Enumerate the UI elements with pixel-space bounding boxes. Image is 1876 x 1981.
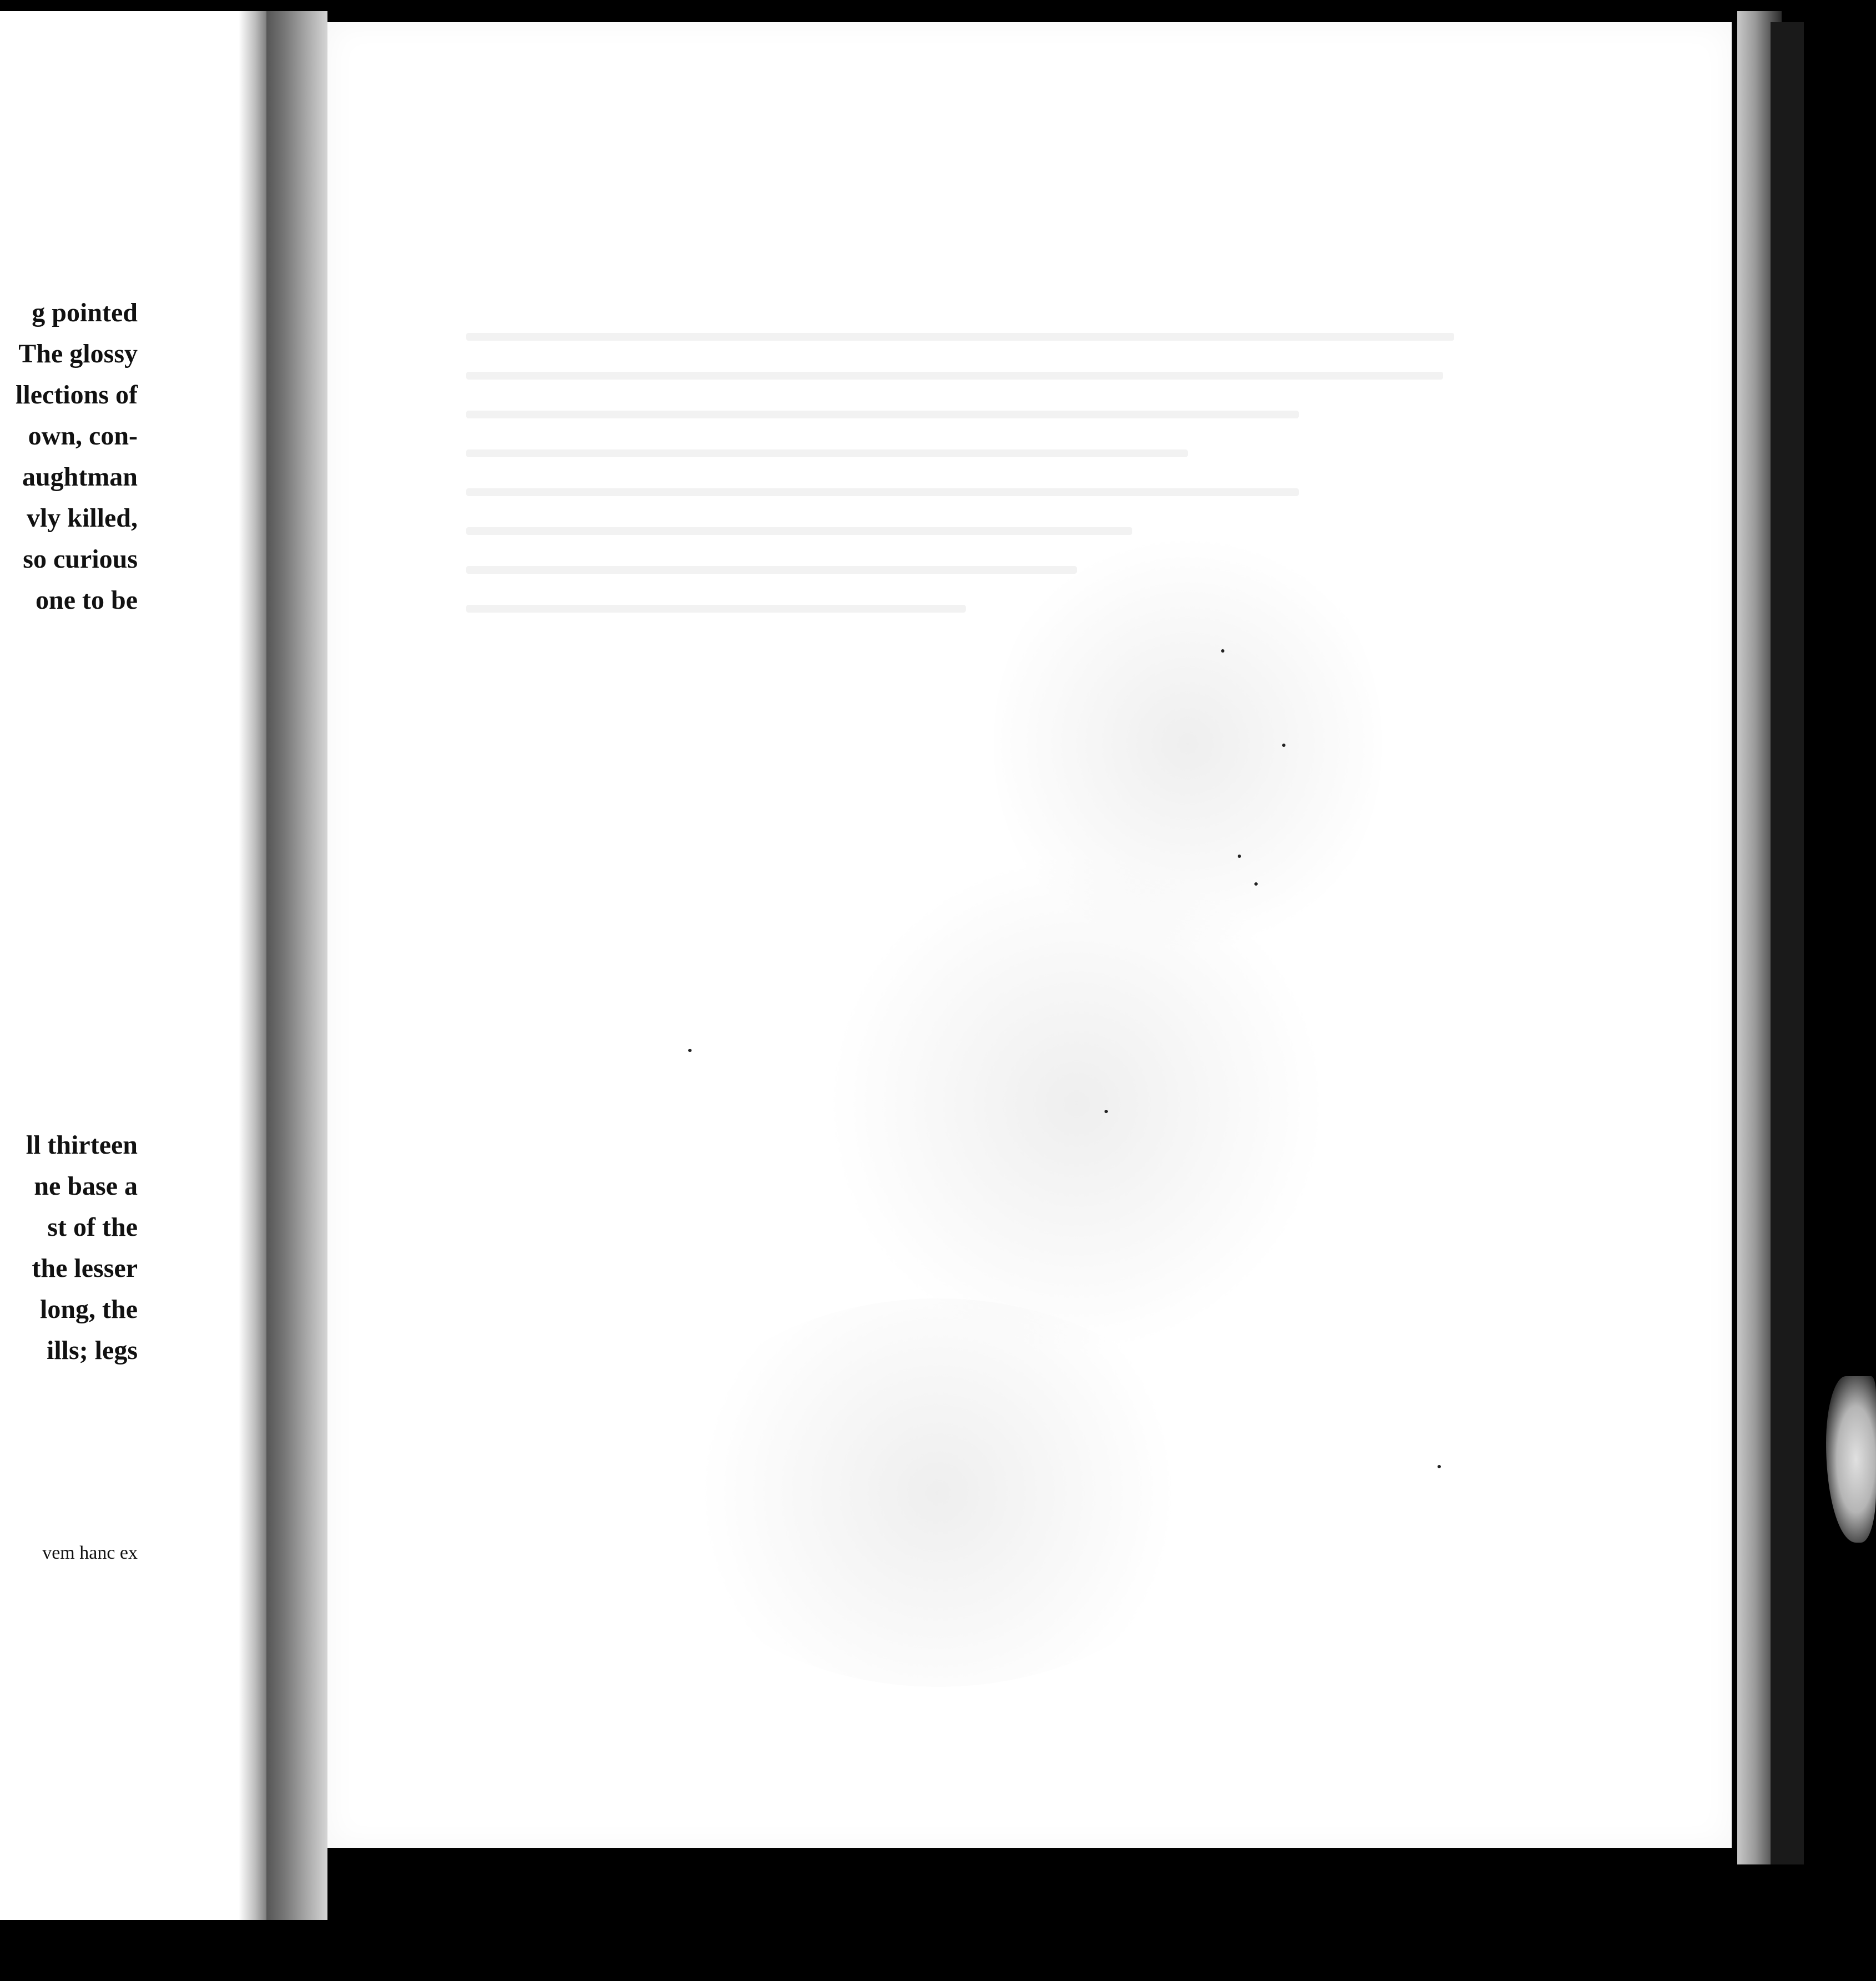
footnote-line: vem hanc ex <box>42 1543 138 1563</box>
speck <box>1438 1465 1441 1468</box>
bleed-through-line <box>466 566 1077 574</box>
speck <box>1238 855 1241 858</box>
bleed-through-line <box>466 449 1188 457</box>
book-gutter <box>266 11 327 1920</box>
bleed-through-line <box>466 411 1299 418</box>
text-line: llections of <box>16 380 138 410</box>
text-line: vly killed, <box>26 503 138 533</box>
paper-tear <box>1826 1376 1876 1543</box>
speck <box>1221 649 1224 653</box>
bleed-through-line <box>466 372 1443 380</box>
bleed-through-line <box>466 333 1454 341</box>
speck <box>1254 882 1258 886</box>
bird-plate-shadow <box>660 1298 1216 1687</box>
text-line: one to be <box>36 585 138 615</box>
speck <box>688 1049 692 1052</box>
text-line: own, con- <box>28 421 138 451</box>
bleed-through-line <box>466 527 1132 535</box>
scan-background <box>0 1920 1876 1981</box>
bird-plate-shadow <box>827 855 1327 1354</box>
text-line: ll thirteen <box>26 1130 138 1160</box>
text-line: aughtman <box>22 462 138 492</box>
book-cover-edge <box>1771 22 1804 1864</box>
text-line: so curious <box>23 544 138 574</box>
bleed-through-line <box>466 488 1299 496</box>
text-line: The glossy <box>18 339 138 368</box>
right-page-plate <box>327 22 1732 1848</box>
left-page <box>0 11 278 1920</box>
bleed-through-line <box>466 605 966 613</box>
speck <box>1282 744 1285 747</box>
text-line: ills; legs <box>47 1336 138 1365</box>
text-line: g pointed <box>32 298 138 327</box>
text-line: the lesser <box>32 1254 138 1283</box>
text-line: st of the <box>47 1212 138 1242</box>
speck <box>1105 1110 1108 1113</box>
text-line: long, the <box>39 1295 138 1324</box>
text-line: ne base a <box>34 1171 138 1201</box>
